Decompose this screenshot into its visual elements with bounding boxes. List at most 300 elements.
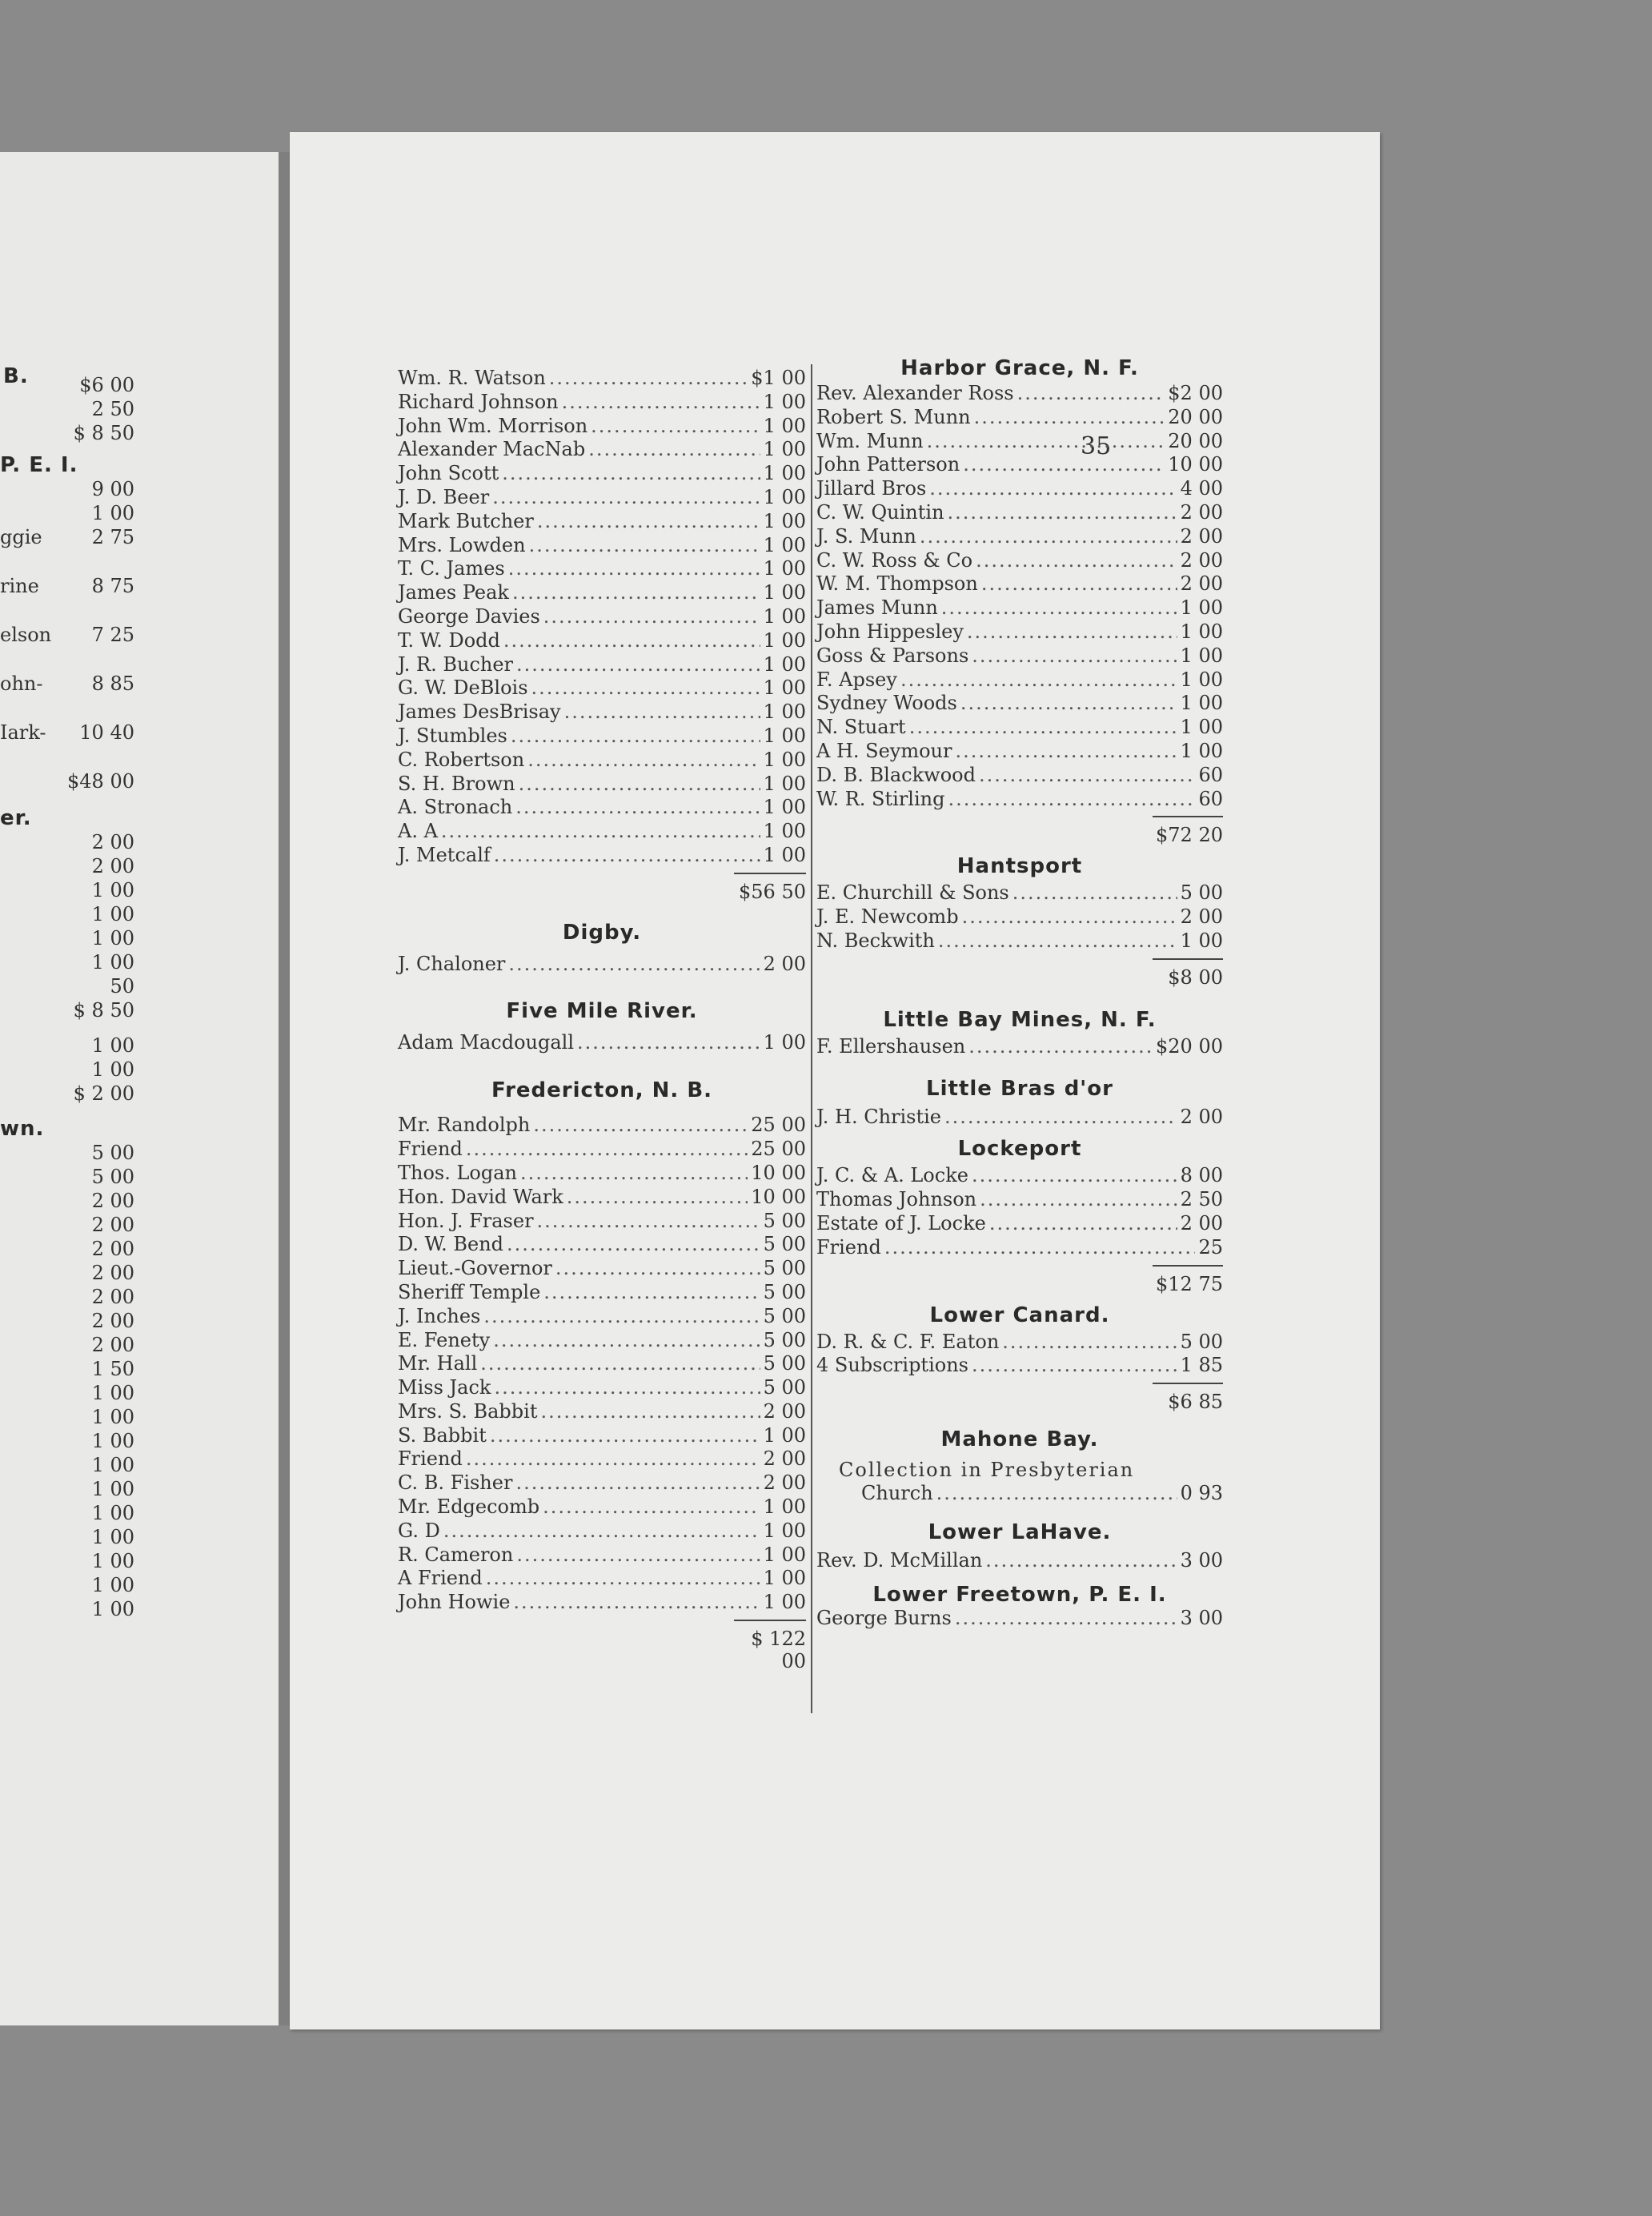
leader-dots xyxy=(974,406,1165,430)
leader-dots xyxy=(562,391,760,415)
list-item xyxy=(816,764,1223,788)
left-fragment-amount: 1 00 xyxy=(91,927,134,949)
list-item xyxy=(398,1114,806,1138)
entry-amount: 5 00 xyxy=(1180,881,1223,905)
leader-dots xyxy=(503,629,760,653)
entry-amount: 1 00 xyxy=(763,390,806,413)
list-item xyxy=(398,605,806,629)
leader-dots xyxy=(543,1281,760,1305)
list-item xyxy=(398,820,806,844)
left-fragment-amount: 1 00 xyxy=(91,1382,134,1404)
leader-dots xyxy=(1012,881,1177,905)
mahone-bay-entry xyxy=(816,1458,1223,1506)
list-item xyxy=(816,596,1223,620)
entry-amount: 5 00 xyxy=(763,1304,806,1327)
entry-name: A H. Seymour xyxy=(816,739,952,762)
left-fragment-amount: 9 00 xyxy=(91,478,134,500)
leader-dots xyxy=(483,1305,760,1329)
entry-name: S. H. Brown xyxy=(398,772,515,795)
list-item xyxy=(398,1281,806,1305)
left-fragment-amount: 2 50 xyxy=(91,398,134,420)
list-item xyxy=(398,1186,806,1210)
leader-dots xyxy=(989,1212,1177,1236)
entry-name: John Howie xyxy=(398,1591,511,1614)
left-fragment-line xyxy=(0,830,134,854)
entry-amount: 60 xyxy=(1198,763,1223,786)
leader-dots xyxy=(494,844,760,868)
left-fragment-line xyxy=(0,1058,134,1082)
lower-canard-total: $6 85 xyxy=(1153,1383,1223,1413)
left-fragment-line xyxy=(0,1429,134,1453)
entry-amount: 1 00 xyxy=(763,676,806,700)
section-heading-little-bay-mines: Little Bay Mines, N. F. xyxy=(883,1007,1157,1032)
entry-name: James Munn xyxy=(816,596,938,620)
entry-amount: 2 00 xyxy=(763,1471,806,1495)
entry-name: C. W. Ross & Co xyxy=(816,548,973,572)
entry-name: Hon. David Wark xyxy=(398,1185,563,1208)
entry-name: Hon. J. Fraser xyxy=(398,1209,534,1232)
leader-dots xyxy=(577,1031,760,1055)
left-fragment-line xyxy=(0,397,134,421)
left-fragment-heading: P. E. I. xyxy=(0,453,78,477)
list-item xyxy=(398,1400,806,1424)
entry-amount: 10 00 xyxy=(1168,453,1223,476)
fredericton-total: $ 122 00 xyxy=(734,1620,806,1672)
five-mile-river-list xyxy=(398,1031,806,1055)
list-item xyxy=(398,438,806,462)
list-item xyxy=(398,534,806,558)
left-fragment-amount: $48 00 xyxy=(67,770,134,793)
left-fragment-line xyxy=(0,373,134,397)
leader-dots xyxy=(480,1352,760,1376)
left-fragment-amount: 2 00 xyxy=(91,1286,134,1308)
left-fragment-amount: 50 xyxy=(110,975,134,998)
entry-amount: 1 00 xyxy=(763,1495,806,1519)
list-item xyxy=(398,1233,806,1257)
leader-dots xyxy=(466,1447,760,1471)
section-heading-lockeport: Lockeport xyxy=(957,1137,1082,1162)
entry-name: Adam Macdougall xyxy=(398,1030,575,1054)
left-fragment-amount: 1 50 xyxy=(91,1358,134,1380)
list-item xyxy=(398,749,806,773)
leader-dots xyxy=(976,549,1177,573)
left-fragment-amount: 2 00 xyxy=(91,1310,134,1332)
list-item xyxy=(398,796,806,820)
list-item xyxy=(398,510,806,534)
left-fragment-line xyxy=(0,421,134,453)
left-fragment-line xyxy=(0,950,134,974)
entry-name: Thomas Johnson xyxy=(816,1188,977,1211)
list-item xyxy=(398,462,806,486)
list-item xyxy=(398,1210,806,1234)
left-fragment-line xyxy=(0,1381,134,1405)
leader-dots xyxy=(963,453,1165,477)
leader-dots xyxy=(979,764,1196,788)
leader-dots xyxy=(936,1482,1177,1506)
entry-amount: 25 xyxy=(1198,1235,1223,1259)
entry-name: T. W. Dodd xyxy=(398,628,500,652)
entry-name: J. Metcalf xyxy=(398,843,491,866)
entry-name: Church xyxy=(861,1482,933,1505)
leader-dots xyxy=(520,1162,748,1186)
entry-name: Mrs. S. Babbit xyxy=(398,1399,538,1423)
entry-amount: 2 00 xyxy=(1180,1105,1223,1128)
leader-dots xyxy=(443,1519,760,1544)
entry-name: John Scott xyxy=(398,462,499,485)
leader-dots xyxy=(513,1591,760,1615)
leader-dots xyxy=(515,1471,760,1495)
section-heading-little-bras-dor: Little Bras d'or xyxy=(926,1076,1113,1101)
entry-amount: 1 00 xyxy=(763,1519,806,1542)
leader-dots xyxy=(555,1257,760,1281)
entry-amount: 5 00 xyxy=(1180,1330,1223,1353)
left-fragment-line xyxy=(0,854,134,878)
list-item xyxy=(398,676,806,701)
entry-name: R. Cameron xyxy=(398,1543,514,1566)
leader-dots xyxy=(968,1035,1153,1059)
section-heading-mahone-bay: Mahone Bay. xyxy=(940,1427,1099,1452)
entry-amount: 5 00 xyxy=(763,1280,806,1303)
entry-name: D. R. & C. F. Eaton xyxy=(816,1330,1000,1353)
leader-dots xyxy=(537,510,760,534)
list-item xyxy=(398,844,806,868)
list-item xyxy=(816,382,1223,406)
list-item xyxy=(398,653,806,677)
leader-dots xyxy=(944,1106,1177,1130)
entry-name: Mr. Hall xyxy=(398,1352,478,1375)
page-number: 35 xyxy=(1081,432,1112,460)
left-fragment-amount: 1 00 xyxy=(91,951,134,974)
left-fragment-line xyxy=(0,501,134,525)
column-divider xyxy=(811,364,812,1713)
list-item xyxy=(816,716,1223,740)
entry-name: Lieut.-Governor xyxy=(398,1257,552,1280)
left-fragment-line xyxy=(0,672,134,721)
left-fragment-amount: $ 8 50 xyxy=(73,422,134,444)
list-item xyxy=(398,557,806,581)
little-bras-dor-list xyxy=(816,1106,1223,1130)
entry-amount: 10 00 xyxy=(751,1161,806,1184)
leader-dots xyxy=(515,796,760,820)
leader-dots xyxy=(492,486,760,510)
list-item xyxy=(398,1495,806,1519)
list-item xyxy=(816,740,1223,764)
left-fragment-amount: 2 75 xyxy=(91,526,134,548)
entry-name: A Friend xyxy=(398,1567,483,1590)
left-fragment-amount: 1 00 xyxy=(91,1478,134,1500)
left-fragment-line xyxy=(0,1141,134,1165)
entry-amount: 1 00 xyxy=(1180,929,1223,952)
list-item xyxy=(398,1544,806,1568)
fredericton-list xyxy=(398,1114,806,1615)
entry-name: George Burns xyxy=(816,1606,952,1629)
left-fragment-amount: 1 00 xyxy=(91,1406,134,1428)
left-fragment-amount: 1 00 xyxy=(91,1574,134,1596)
left-fragment-line xyxy=(0,974,134,998)
entry-name: Friend xyxy=(398,1447,463,1471)
leader-dots xyxy=(962,905,1177,929)
left-fragment-line xyxy=(0,1213,134,1237)
entry-amount: 5 00 xyxy=(763,1257,806,1280)
list-item xyxy=(398,1519,806,1544)
list-item xyxy=(398,1257,806,1281)
list-item xyxy=(816,525,1223,549)
entry-amount: 2 00 xyxy=(1180,1211,1223,1234)
entry-amount: 5 00 xyxy=(763,1352,806,1375)
left-fragment-line xyxy=(0,1405,134,1429)
harbor-grace-total: $72 20 xyxy=(1153,816,1223,846)
leader-dots xyxy=(537,1210,760,1234)
list-item xyxy=(398,1567,806,1591)
left-fragment-lines xyxy=(0,373,134,1621)
entry-amount: $1 00 xyxy=(751,367,806,389)
left-fragment-line xyxy=(0,477,134,501)
leader-dots xyxy=(529,534,760,558)
entry-amount: 1 00 xyxy=(763,1591,806,1614)
entry-amount: 1 00 xyxy=(763,604,806,628)
entry-amount: 1 00 xyxy=(763,843,806,866)
entry-name: N. Beckwith xyxy=(816,929,935,952)
entry-amount: $20 00 xyxy=(1156,1034,1223,1058)
left-fragment-line xyxy=(0,769,134,801)
list-item xyxy=(398,1376,806,1400)
leader-dots xyxy=(591,415,760,439)
list-item xyxy=(816,1331,1223,1355)
list-item xyxy=(398,1447,806,1471)
list-item xyxy=(398,953,806,977)
entry-amount: 60 xyxy=(1198,787,1223,810)
entry-amount: 2 00 xyxy=(1180,500,1223,524)
entry-name: Rev. Alexander Ross xyxy=(816,382,1014,404)
entry-amount: 25 00 xyxy=(751,1114,806,1137)
left-fragment-amount: 2 00 xyxy=(91,1214,134,1236)
entry-name: Miss Jack xyxy=(398,1376,491,1399)
entry-name: J. S. Munn xyxy=(816,524,916,548)
entry-amount: 3 00 xyxy=(1180,1606,1223,1629)
entry-name: F. Apsey xyxy=(816,668,897,691)
entry-name: John Patterson xyxy=(816,453,960,476)
leader-dots xyxy=(972,1354,1177,1378)
left-fragment-amount: 8 75 xyxy=(91,575,134,597)
entry-name: Mr. Randolph xyxy=(398,1114,531,1137)
leader-dots xyxy=(507,1233,760,1257)
list-item xyxy=(816,620,1223,644)
left-fragment-line xyxy=(0,1189,134,1213)
entry-name: James DesBrisay xyxy=(398,701,561,724)
entry-amount: 1 00 xyxy=(763,414,806,437)
list-item xyxy=(398,701,806,725)
left-fragment-amount: 2 00 xyxy=(91,1262,134,1284)
left-fragment-line xyxy=(0,1477,134,1501)
left-fragment-amount: 1 00 xyxy=(91,1034,134,1057)
list-item xyxy=(398,1471,806,1495)
entry-amount: 1 00 xyxy=(1180,644,1223,667)
list-item xyxy=(816,1607,1223,1631)
leader-dots xyxy=(540,1400,760,1424)
leader-dots xyxy=(884,1236,1196,1260)
leader-dots xyxy=(516,653,760,677)
leader-dots xyxy=(516,1544,760,1568)
entry-amount: 1 00 xyxy=(763,462,806,485)
leader-dots xyxy=(929,477,1177,501)
entry-name: Mark Butcher xyxy=(398,509,534,532)
entry-amount: 1 00 xyxy=(763,1423,806,1447)
entry-amount: 2 50 xyxy=(1180,1188,1223,1211)
entry-name: E. Fenety xyxy=(398,1328,491,1351)
list-item xyxy=(816,549,1223,573)
left-fragment-line xyxy=(0,1501,134,1525)
list-item xyxy=(816,644,1223,668)
entry-name: J. C. & A. Locke xyxy=(816,1164,968,1187)
entry-amount: 1 00 xyxy=(763,533,806,556)
left-fragment-line xyxy=(0,1261,134,1285)
lower-canard-list xyxy=(816,1331,1223,1379)
list-item xyxy=(816,1164,1223,1188)
entry-amount: 1 00 xyxy=(1180,668,1223,691)
section-heading-lower-freetown: Lower Freetown, P. E. I. xyxy=(872,1582,1167,1607)
entry-amount: 1 00 xyxy=(763,701,806,724)
list-item xyxy=(398,1305,806,1329)
entry-amount: 1 00 xyxy=(763,796,806,819)
left-fragment-amount: 2 00 xyxy=(91,1190,134,1212)
entry-amount: 2 00 xyxy=(763,952,806,975)
left-fragment-amount: 7 25 xyxy=(91,624,134,646)
list-item xyxy=(816,1549,1223,1573)
list-item xyxy=(816,572,1223,596)
entry-name: J. Chaloner xyxy=(398,952,506,975)
entry-name: D. W. Bend xyxy=(398,1233,504,1256)
entry-name: N. Stuart xyxy=(816,716,906,739)
left-fragment-amount: 5 00 xyxy=(91,1142,134,1164)
mahone-bay-line1: Collection in Presbyterian xyxy=(839,1459,1135,1482)
left-fragment-amount: 1 00 xyxy=(91,1454,134,1476)
entry-amount: 1 00 xyxy=(763,438,806,461)
left-fragment-line xyxy=(0,1357,134,1381)
left-fragment-line xyxy=(0,1597,134,1621)
entry-name: Wm. Munn xyxy=(816,429,924,452)
entry-name: G. D xyxy=(398,1519,440,1542)
leader-dots xyxy=(941,596,1177,620)
left-fragment-amount: 2 00 xyxy=(91,1238,134,1260)
leader-dots xyxy=(956,740,1177,764)
leader-dots xyxy=(493,1329,760,1353)
list-item xyxy=(398,581,806,605)
entry-name: Wm. R. Watson xyxy=(398,367,546,389)
entry-name: A. A xyxy=(398,820,438,843)
section-heading-digby: Digby. xyxy=(562,920,642,945)
left-fragment-line xyxy=(0,1285,134,1309)
entry-name: John Hippesley xyxy=(816,620,964,643)
entry-name: J. Inches xyxy=(398,1304,481,1327)
leader-dots xyxy=(948,788,1195,812)
entry-amount: 5 00 xyxy=(763,1233,806,1256)
list-item xyxy=(398,367,806,391)
entry-name: James Peak xyxy=(398,581,509,604)
leader-dots xyxy=(938,929,1177,953)
entry-name: W. M. Thompson xyxy=(816,572,978,596)
entry-amount: 2 00 xyxy=(1180,905,1223,929)
entry-amount: 1 00 xyxy=(763,772,806,795)
little-bay-mines-list xyxy=(816,1035,1223,1059)
leader-dots xyxy=(511,725,760,749)
left-fragment-amount: 8 85 xyxy=(91,672,134,695)
list-item xyxy=(398,629,806,653)
entry-amount: 1 00 xyxy=(1180,692,1223,715)
list-item xyxy=(398,486,806,510)
entry-name: C. B. Fisher xyxy=(398,1471,513,1495)
left-fragment-line xyxy=(0,1525,134,1549)
entry-name: T. C. James xyxy=(398,557,505,580)
list-item xyxy=(816,692,1223,716)
left-fragment-amount: 2 00 xyxy=(91,831,134,853)
entry-amount: 1 00 xyxy=(1180,620,1223,643)
hantsport-list xyxy=(816,881,1223,953)
left-fragment-line xyxy=(0,878,134,902)
entry-name: G. W. DeBlois xyxy=(398,676,528,700)
entry-name: 4 Subscriptions xyxy=(816,1354,968,1377)
mahone-bay-line2 xyxy=(839,1482,1223,1506)
leader-dots xyxy=(980,1188,1177,1212)
lockeport-total: $12 75 xyxy=(1153,1265,1223,1295)
left-fragment-line xyxy=(0,998,134,1034)
entry-amount: 20 00 xyxy=(1168,429,1223,452)
entry-name: C. W. Quintin xyxy=(816,500,944,524)
entry-amount: 0 93 xyxy=(1180,1482,1223,1505)
leader-dots xyxy=(527,749,760,773)
left-fragment-line xyxy=(0,926,134,950)
leader-dots xyxy=(490,1424,760,1448)
entry-amount: 5 00 xyxy=(763,1328,806,1351)
entry-name: Thos. Logan xyxy=(398,1161,518,1184)
entry-name: Mrs. Lowden xyxy=(398,533,526,556)
top-list-total: $56 50 xyxy=(734,873,806,903)
list-item xyxy=(398,1138,806,1162)
list-item xyxy=(816,788,1223,812)
list-item xyxy=(398,391,806,415)
entry-amount: 4 00 xyxy=(1180,477,1223,500)
entry-name: D. B. Blackwood xyxy=(816,763,976,786)
leader-dots xyxy=(533,1114,748,1138)
column-1 xyxy=(398,367,806,1672)
list-item xyxy=(816,430,1223,454)
section-heading-harbor-grace: Harbor Grace, N. F. xyxy=(900,356,1139,380)
entry-amount: 1 00 xyxy=(1180,716,1223,739)
entry-amount: 1 00 xyxy=(763,1030,806,1054)
left-fragment-text: elson xyxy=(0,624,52,646)
entry-name: Richard Johnson xyxy=(398,390,559,413)
leader-dots xyxy=(1017,382,1165,406)
entry-name: J. R. Bucher xyxy=(398,652,514,676)
section-heading-lower-lahave: Lower LaHave. xyxy=(928,1519,1112,1544)
left-fragment-amount: $ 2 00 xyxy=(73,1082,134,1105)
list-item xyxy=(816,406,1223,430)
entry-name: Sheriff Temple xyxy=(398,1280,541,1303)
entry-name: Sydney Woods xyxy=(816,692,957,715)
entry-amount: 10 00 xyxy=(751,1185,806,1208)
leader-dots xyxy=(494,1376,760,1400)
leader-dots xyxy=(985,1549,1177,1573)
entry-amount: 2 00 xyxy=(1180,524,1223,548)
left-fragment-amount: 1 00 xyxy=(91,879,134,901)
left-fragment-line xyxy=(0,1237,134,1261)
entry-name: J. E. Newcomb xyxy=(816,905,959,929)
left-fragment-amount: 2 00 xyxy=(91,855,134,877)
list-item xyxy=(816,881,1223,905)
entry-name: George Davies xyxy=(398,604,540,628)
harbor-grace-list xyxy=(816,382,1223,811)
entry-amount: 1 00 xyxy=(763,1543,806,1566)
left-fragment-line xyxy=(0,1573,134,1597)
